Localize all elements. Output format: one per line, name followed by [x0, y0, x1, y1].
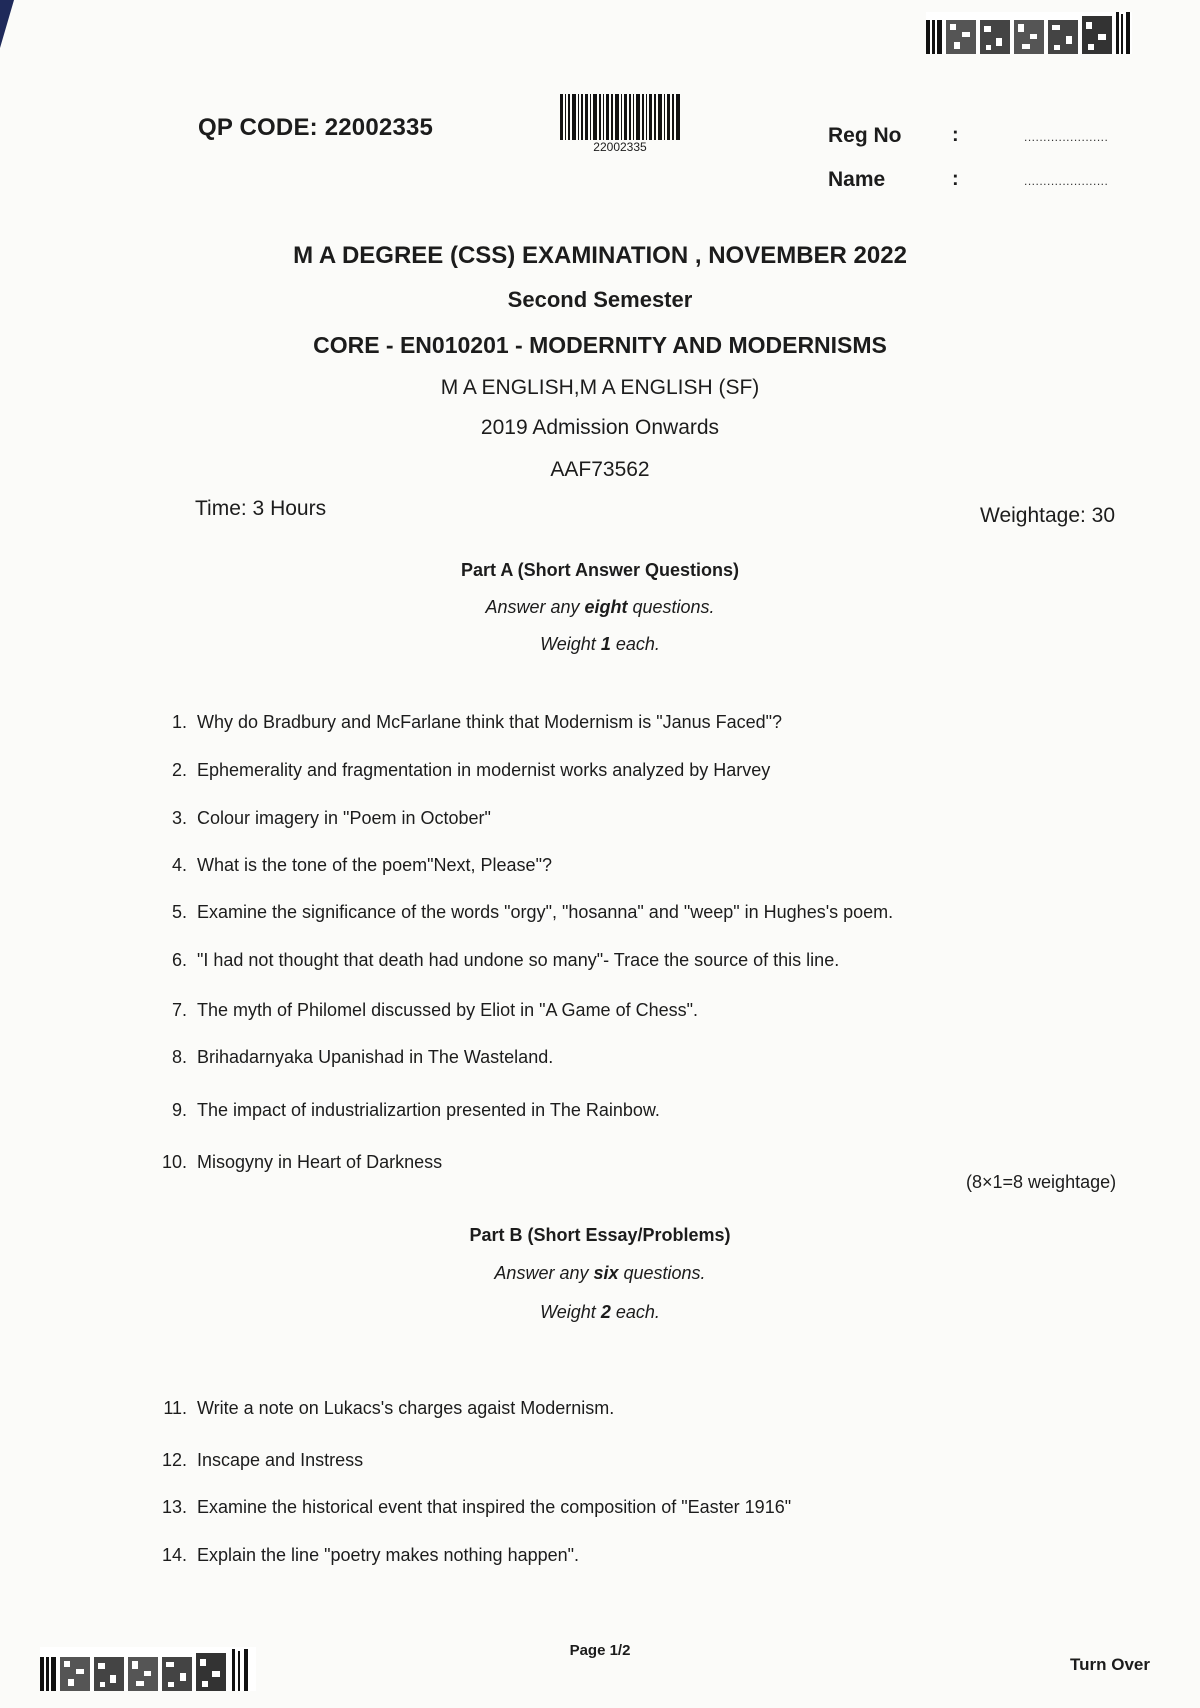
question-text: Write a note on Lukacs's charges agaist Modernism.	[197, 1398, 615, 1418]
part-b-title: Part B (Short Essay/Problems)	[469, 1225, 731, 1245]
reg-no-label: Reg No	[828, 124, 902, 147]
question-item	[145, 1000, 698, 1021]
qr-code-top	[926, 12, 1132, 54]
question-item	[145, 808, 491, 829]
question-item	[145, 1398, 614, 1419]
question-item	[145, 1047, 553, 1068]
question-number: 5.	[171, 902, 187, 922]
question-number: 13.	[161, 1497, 187, 1517]
question-text: Examine the significance of the words "orgy", "hosanna" and "weep" in Hughes's poem.	[197, 902, 894, 922]
question-number: 9.	[171, 1100, 187, 1120]
part-b-instruction: Answer any six questions.	[494, 1263, 706, 1283]
question-item	[145, 1450, 363, 1471]
question-number: 4.	[171, 855, 187, 875]
question-item	[145, 1497, 791, 1518]
barcode-number: 22002335	[593, 140, 647, 154]
question-text: Colour imagery in "Poem in October"	[197, 808, 491, 828]
turn-over: Turn Over	[1070, 1655, 1150, 1674]
question-item	[145, 902, 893, 923]
reg-no-dots: ......................	[1024, 130, 1109, 144]
part-a-instruction: Answer any eight questions.	[485, 597, 715, 617]
admission: 2019 Admission Onwards	[480, 416, 720, 439]
page-number: Page 1/2	[569, 1642, 631, 1659]
name-colon: :	[952, 168, 959, 190]
question-number: 3.	[171, 808, 187, 828]
question-text: Explain the line "poetry makes nothing happen".	[197, 1545, 580, 1565]
question-item	[145, 855, 552, 876]
part-a-summary: (8×1=8 weightage)	[966, 1172, 1117, 1192]
time-allowed: Time: 3 Hours	[195, 497, 327, 520]
question-number: 8.	[171, 1047, 187, 1067]
paper-code: AAF73562	[550, 458, 650, 481]
question-item	[145, 1545, 579, 1566]
question-number: 6.	[171, 950, 187, 970]
reg-no-colon: :	[952, 124, 959, 146]
total-weightage: Weightage: 30	[980, 504, 1116, 527]
part-b-weight: Weight 2 each.	[540, 1302, 660, 1322]
question-text: Brihadarnyaka Upanishad in The Wasteland.	[197, 1047, 554, 1067]
question-number: 2.	[171, 760, 187, 780]
question-text: Inscape and Instress	[197, 1450, 364, 1470]
qp-code: QP CODE: 22002335	[198, 114, 434, 141]
course-title: CORE - EN010201 - MODERNITY AND MODERNISMS	[313, 332, 887, 358]
question-number: 10.	[161, 1152, 187, 1172]
question-number: 7.	[171, 1000, 187, 1020]
question-text: Ephemerality and fragmentation in modernist works analyzed by Harvey	[197, 760, 771, 780]
question-number: 11.	[163, 1398, 187, 1418]
programme: M A ENGLISH,M A ENGLISH (SF)	[440, 376, 760, 399]
part-a-weight: Weight 1 each.	[540, 634, 660, 654]
semester: Second Semester	[507, 287, 693, 312]
name-label: Name	[828, 168, 886, 191]
question-text: The impact of industrializartion presented in The Rainbow.	[197, 1100, 660, 1120]
exam-title: M A DEGREE (CSS) EXAMINATION , NOVEMBER 2022	[293, 242, 907, 269]
name-dots: ......................	[1024, 174, 1109, 188]
question-number: 12.	[161, 1450, 187, 1470]
question-item	[145, 760, 770, 781]
barcode	[560, 94, 680, 140]
question-text: Examine the historical event that inspired the composition of "Easter 1916"	[197, 1497, 792, 1517]
question-text: Misogyny in Heart of Darkness	[197, 1152, 443, 1172]
question-text: Why do Bradbury and McFarlane think that Modernism is "Janus Faced"?	[197, 712, 783, 732]
question-text: What is the tone of the poem"Next, Please"?	[197, 855, 552, 875]
question-item	[145, 712, 782, 733]
question-item	[145, 950, 839, 971]
question-item	[145, 1100, 660, 1121]
question-number: 14.	[161, 1545, 187, 1565]
question-number: 1.	[171, 712, 187, 732]
part-a-title: Part A (Short Answer Questions)	[460, 560, 740, 580]
corner-mark	[0, 0, 14, 48]
question-item	[145, 1152, 442, 1173]
question-text: "I had not thought that death had undone so many"- Trace the source of this line.	[197, 950, 840, 970]
question-text: The myth of Philomel discussed by Eliot in "A Game of Chess".	[197, 1000, 698, 1020]
